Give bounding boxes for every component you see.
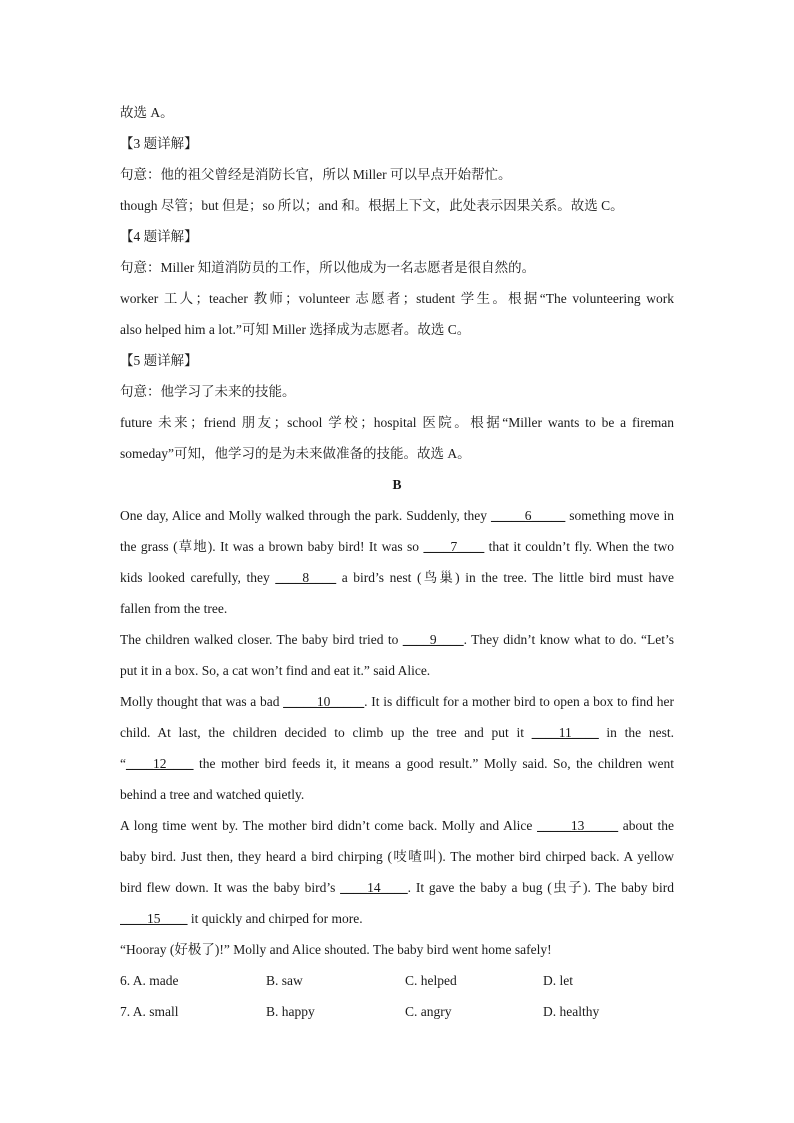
- passage-text: One day, Alice and Molly walked through the park. Suddenly, they: [120, 508, 492, 523]
- passage-text: a bird’s nest (鸟巢) in the tree. The little bird must have: [336, 570, 674, 585]
- blank-12: ____12____: [126, 756, 194, 771]
- option-b: B. happy: [266, 1004, 315, 1019]
- passage-text: A long time went by. The mother bird didn’t come back. Molly and Alice: [120, 818, 538, 833]
- blank-6: _____6_____: [491, 508, 566, 523]
- options-row: [120, 965, 674, 996]
- passage-line: baby bird. Just then, they heard a bird chirping (吱喳叫). The mother bird chirped back. A yellow: [120, 849, 674, 864]
- option-c: C. angry: [405, 1004, 452, 1019]
- passage-text: . They didn’t know what to do. “Let’s: [463, 632, 674, 647]
- section-title: B: [392, 477, 402, 492]
- options-row: [120, 996, 674, 1027]
- answer-line: 故选 A。: [120, 105, 174, 120]
- passage-line: behind a tree and watched quietly.: [120, 787, 305, 802]
- blank-13: _____13_____: [537, 818, 619, 833]
- passage-text: that it couldn’t fly. When the two: [484, 539, 674, 554]
- blank-10: _____10_____: [283, 694, 365, 709]
- option-d: D. let: [543, 973, 573, 988]
- section-heading-q3: 【3 题详解】: [120, 136, 198, 151]
- document-page: [120, 97, 674, 1027]
- passage-text: something move in: [565, 508, 674, 523]
- explanation-line: 句意：他的祖父曾经是消防长官，所以 Miller 可以早点开始帮忙。: [120, 167, 512, 182]
- passage-text: Molly thought that was a bad: [120, 694, 284, 709]
- explanation-line: 句意：他学习了未来的技能。: [120, 384, 296, 399]
- passage-text: in the nest.: [598, 725, 674, 740]
- blank-9: ____9____: [402, 632, 464, 647]
- passage-text: about the: [618, 818, 674, 833]
- option-b: B. saw: [266, 973, 303, 988]
- passage-line: [120, 531, 674, 562]
- passage-line: [120, 748, 674, 779]
- passage-line: [120, 500, 674, 531]
- section-heading-q5: 【5 题详解】: [120, 353, 198, 368]
- passage-text: kids looked carefully, they: [120, 570, 276, 585]
- passage-line: [120, 872, 674, 903]
- explanation-line: future 未来；friend 朋友；school 学校；hospital 医院。根据“Miller wants to be a fireman: [120, 415, 674, 430]
- blank-14: ____14____: [340, 880, 408, 895]
- passage-text: child. At last, the children decided to climb up the tree and put it: [120, 725, 532, 740]
- blank-11: ____11____: [531, 725, 599, 740]
- passage-line: [120, 624, 674, 655]
- passage-line: [120, 810, 674, 841]
- explanation-line: though 尽管；but 但是；so 所以；and 和。根据上下文，此处表示因果关系。故选 C。: [120, 198, 624, 213]
- explanation-line: 句意：Miller 知道消防员的工作，所以他成为一名志愿者是很自然的。: [120, 260, 536, 275]
- passage-text: the mother bird feeds it, it means a good result.” Molly said. So, the children went: [193, 756, 674, 771]
- passage-text: . It is difficult for a mother bird to open a box to find her: [364, 694, 674, 709]
- option-a: 6. A. made: [120, 973, 179, 988]
- passage-line: [120, 717, 674, 748]
- passage-text: The children walked closer. The baby bird tried to: [120, 632, 403, 647]
- passage-line: [120, 562, 674, 593]
- section-heading-q4: 【4 题详解】: [120, 229, 198, 244]
- passage-text: bird flew down. It was the baby bird’s: [120, 880, 341, 895]
- explanation-line: also helped him a lot.”可知 Miller 选择成为志愿者。故选 C。: [120, 322, 471, 337]
- option-c: C. helped: [405, 973, 457, 988]
- blank-7: ____7____: [423, 539, 485, 554]
- blank-8: ____8____: [275, 570, 337, 585]
- option-d: D. healthy: [543, 1004, 600, 1019]
- passage-line: [120, 686, 674, 717]
- passage-text: . It gave the baby a bug (虫子). The baby bird: [407, 880, 674, 895]
- passage-text: the grass (草地). It was a brown baby bird! It was so: [120, 539, 424, 554]
- explanation-line: someday”可知，他学习的是为未来做准备的技能。故选 A。: [120, 446, 471, 461]
- passage-line: [120, 903, 674, 934]
- explanation-line: worker 工人；teacher 教师；volunteer 志愿者；student 学生。根据“The volunteering work: [120, 291, 674, 306]
- passage-line: fallen from the tree.: [120, 601, 228, 616]
- passage-text: “: [120, 756, 126, 771]
- passage-line: put it in a box. So, a cat won’t find and eat it.” said Alice.: [120, 663, 431, 678]
- passage-text: it quickly and chirped for more.: [187, 911, 363, 926]
- blank-15: ____15____: [120, 911, 188, 926]
- passage-line: “Hooray (好极了)!” Molly and Alice shouted. The baby bird went home safely!: [120, 942, 552, 957]
- option-a: 7. A. small: [120, 1004, 179, 1019]
